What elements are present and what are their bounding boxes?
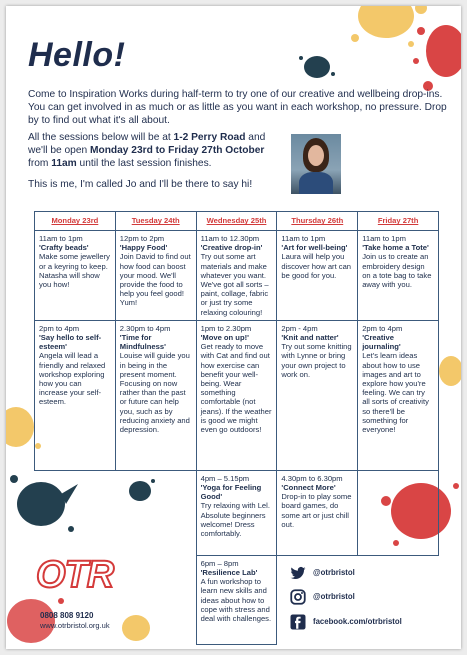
empty-cell	[115, 470, 196, 555]
facebook-icon	[289, 613, 307, 631]
day-header: Monday 23rd	[35, 212, 116, 231]
facebook-link: facebook.com/otrbristol	[313, 617, 402, 627]
session-desc: A fun workshop to learn new skills and ideas about how to cope with stress and deal with challenges.	[200, 577, 272, 624]
session-cell	[196, 231, 277, 321]
session-time: 6pm – 8pm	[200, 558, 239, 568]
session-desc: Let's learn ideas about how to use images and art to explore how you're feeling. We can try all sorts of creativity so there'll be something for everyone!	[362, 351, 429, 435]
details-line2-pre: we'll be open	[28, 145, 90, 156]
session-time: 12pm to 2pm	[119, 234, 165, 243]
details-start-time: 11am	[51, 158, 77, 169]
details-line3-pre: from	[28, 158, 52, 169]
session-time: 11am to 1pm	[39, 234, 83, 243]
session-time: 2pm to 4pm	[39, 323, 80, 333]
session-title: 'Happy Food'	[119, 243, 168, 253]
session-desc: Drop-in to play some board games, do some art or just chill out.	[281, 492, 352, 529]
session-time: 4pm – 5.15pm	[200, 473, 250, 483]
session-title: 'Yoga for Feeling Good'	[200, 483, 262, 502]
day-header: Thursday 26th	[277, 212, 358, 231]
phone-number: 0808 808 9120	[40, 611, 94, 620]
session-cell	[115, 231, 196, 321]
session-time: 11am to 12.30pm	[200, 234, 260, 243]
details-dates: Monday 23rd to Friday 27th October	[89, 145, 265, 156]
session-title: 'Knit and natter'	[281, 333, 339, 343]
session-cell	[358, 320, 439, 470]
session-cell	[277, 470, 358, 555]
session-desc: Make some jewellery or a keyring to keep. Natasha will show you how!	[39, 252, 110, 290]
schedule-row	[35, 470, 439, 555]
session-title: 'Art for well-being'	[281, 243, 348, 253]
session-cell	[196, 320, 277, 470]
session-title: 'Time for Mindfulness'	[119, 333, 166, 352]
empty-cell	[115, 555, 196, 644]
session-desc: Angela will lead a friendly and relaxed workshop exploring how you can increase your self-esteem.	[39, 351, 106, 407]
day-header: Friday 27th	[358, 212, 439, 231]
intro-text: Come to Inspiration Works during half-term to try one of our creative and wellbeing drop-ins. You can get involved in as much or as little as you want in each workshop, no pressure. Drop by to find out what it's all about.	[28, 89, 447, 126]
session-time: 11am to 1pm	[362, 234, 406, 243]
schedule-header-row	[35, 212, 439, 231]
details-line1-post: and	[245, 132, 266, 143]
session-title: 'Creative drop-in'	[200, 243, 263, 253]
session-cell	[358, 231, 439, 321]
session-desc: Join us to create an embroidery design on a tote bag to take away with you.	[362, 252, 432, 290]
session-cell	[196, 555, 277, 644]
instagram-icon	[289, 588, 307, 606]
intro-jo-text: This is me, I'm called Jo and I'll be there to say hi!	[28, 179, 253, 190]
day-header: Tuesday 24th	[115, 212, 196, 231]
schedule-row	[35, 231, 439, 321]
session-cell	[35, 231, 116, 321]
session-desc: Laura will help you discover how art can be good for you.	[281, 252, 352, 280]
empty-cell	[35, 470, 116, 555]
otr-logo-text: OTR	[36, 554, 114, 596]
twitter-icon	[289, 564, 307, 582]
details-line3-post: until the last session finishes.	[76, 158, 212, 169]
schedule-row	[35, 320, 439, 470]
session-desc: Louise will guide you in being in the present moment. Focusing on now rather than the past or future can help you, such as by reducing anxiety and depression.	[119, 351, 190, 435]
session-title: 'Creative journaling'	[362, 333, 401, 352]
red-splat-top-right-icon	[406, 6, 461, 96]
flyer-page	[6, 6, 461, 649]
session-cell	[196, 470, 277, 555]
otr-logo	[36, 554, 112, 600]
session-time: 2pm - 4pm	[281, 323, 318, 333]
social-facebook[interactable]	[289, 613, 402, 631]
session-title: 'Take home a Tote'	[362, 243, 429, 253]
details-location: 1-2 Perry Road	[173, 132, 246, 143]
social-twitter[interactable]	[289, 564, 355, 582]
social-instagram[interactable]	[289, 588, 355, 606]
session-time: 2.30pm to 4pm	[119, 323, 171, 333]
website-link[interactable]: www.otrbristol.org.uk	[40, 621, 110, 630]
teal-splat-top-icon	[298, 52, 336, 82]
session-desc: Get ready to move with Cat and find out how exercise can benefit your well-being. Wear something comfortable (not jeans). If the weather is good we might even go outdoors!	[200, 342, 272, 435]
session-desc: Try out some art materials and make whatever you want. We've got all sorts – paint, collage, fabric or just try some relaxing colouring!	[200, 252, 269, 317]
empty-cell	[358, 470, 439, 555]
page-title: Hello!	[28, 36, 126, 74]
session-cell	[277, 320, 358, 470]
session-title: 'Move on up!'	[200, 333, 249, 343]
session-cell	[277, 231, 358, 321]
twitter-handle: @otrbristol	[313, 568, 355, 578]
session-title: 'Say hello to self-esteem'	[39, 333, 102, 352]
session-time: 1pm to 2.30pm	[200, 323, 252, 333]
session-desc: Try out some knitting with Lynne or bring your own project to work on.	[281, 342, 352, 379]
session-desc: Join David to find out how food can boost your mood. We'll provide the food to help you feel good! Yum!	[119, 252, 191, 308]
session-cell	[115, 320, 196, 470]
details-line1-pre: All the sessions below will be at	[28, 132, 174, 143]
session-time: 4.30pm to 6.30pm	[281, 473, 343, 483]
instagram-handle: @otrbristol	[313, 592, 355, 602]
day-header: Wednesday 25th	[196, 212, 277, 231]
jo-photo	[291, 134, 341, 194]
session-title: 'Crafty beads'	[39, 243, 89, 253]
session-title: 'Resilience Lab'	[200, 568, 258, 578]
session-time: 11am to 1pm	[281, 234, 326, 243]
session-title: 'Connect More'	[281, 483, 336, 493]
session-cell	[35, 320, 116, 470]
session-desc: Try relaxing with Lel. Absolute beginners welcome! Dress comfortably.	[200, 501, 270, 539]
session-details	[28, 131, 288, 170]
session-time: 2pm to 4pm	[362, 323, 403, 333]
